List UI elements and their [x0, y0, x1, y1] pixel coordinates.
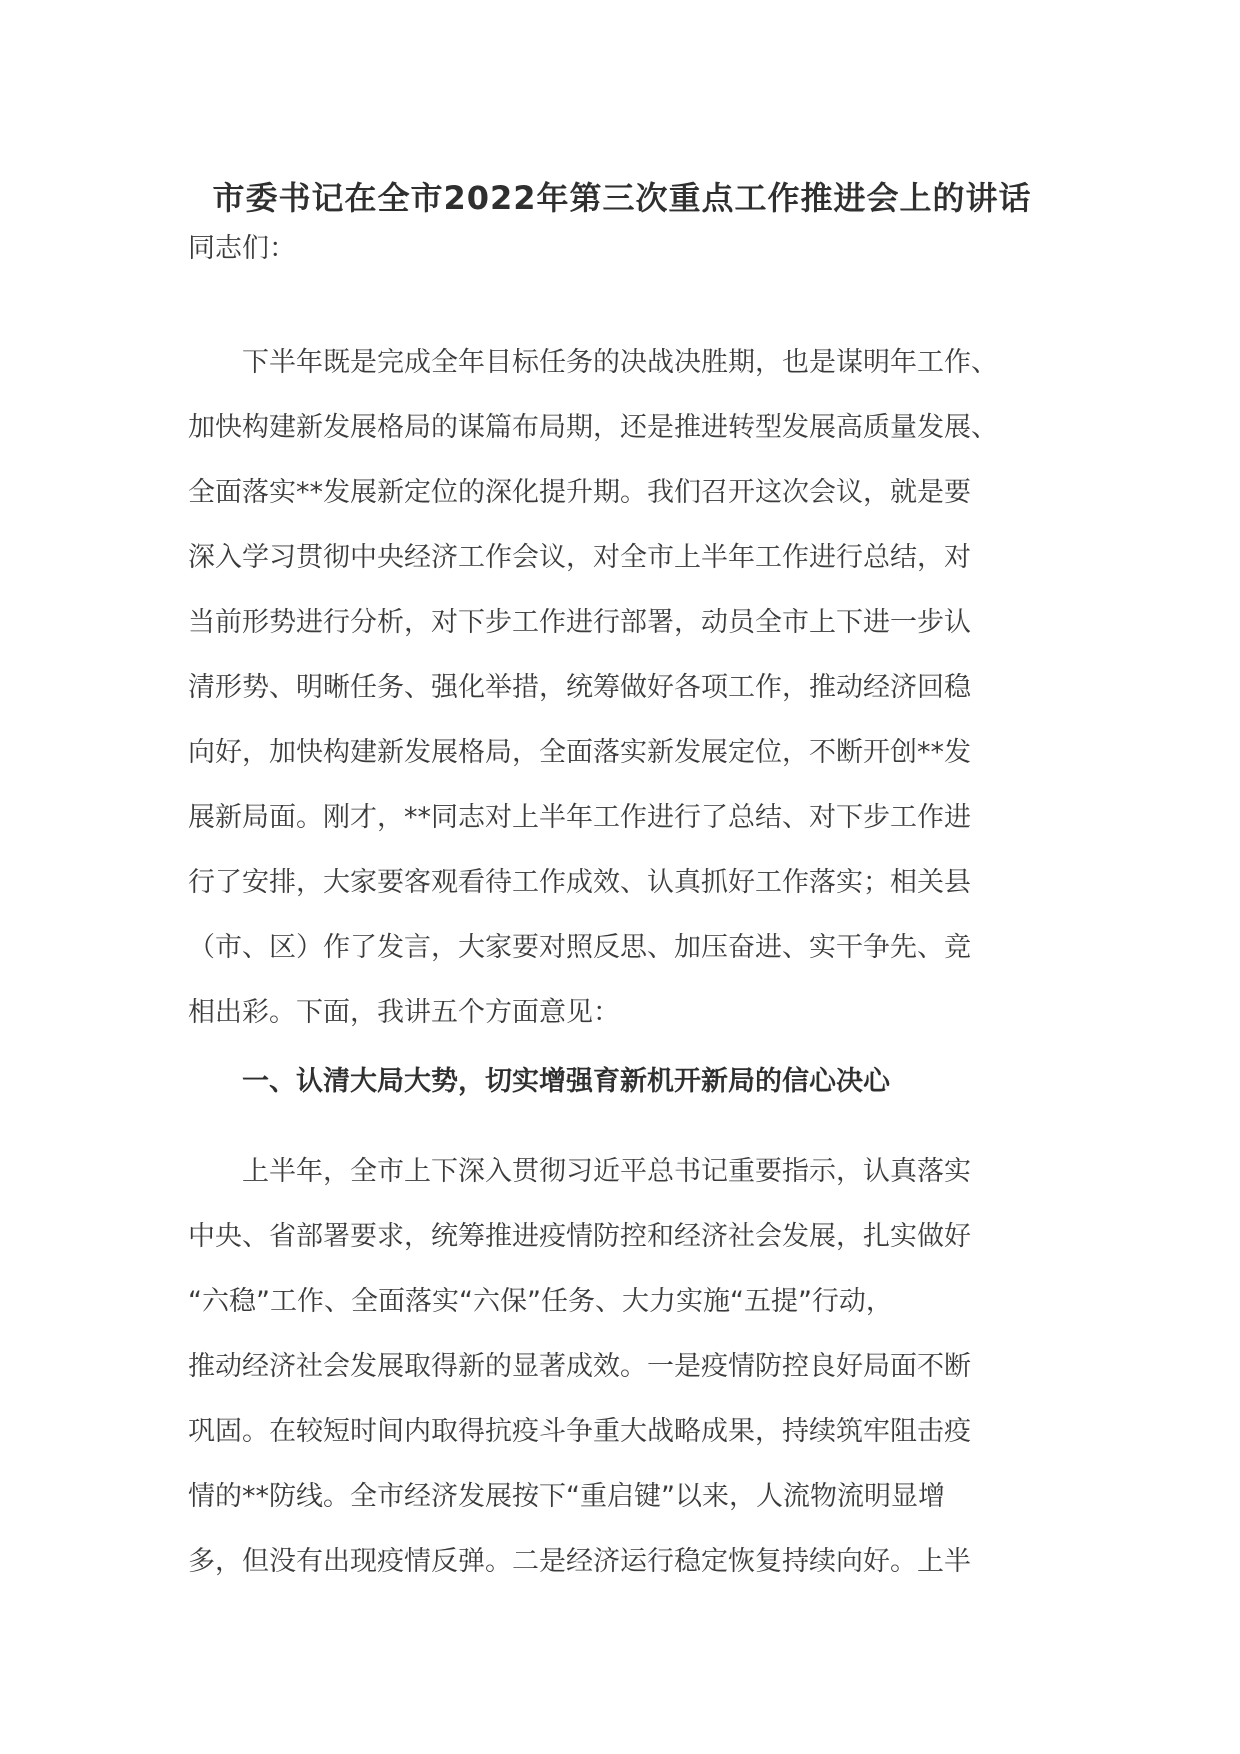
document-title: 市委书记在全市2022年第三次重点工作推进会上的讲话 [212, 179, 1032, 217]
paragraph-line: 加快构建新发展格局的谋篇布局期，还是推进转型发展高质量发展、 [188, 412, 998, 443]
paragraph-line: 向好，加快构建新发展格局，全面落实新发展定位，不断开创**发 [188, 737, 971, 768]
paragraph-line: 行了安排，大家要客观看待工作成效、认真抓好工作落实；相关县 [188, 867, 971, 898]
paragraph-line: （市、区）作了发言，大家要对照反思、加压奋进、实干争先、竞 [188, 932, 971, 963]
paragraph-line: 上半年，全市上下深入贯彻习近平总书记重要指示，认真落实 [242, 1156, 971, 1187]
paragraph-line: 相出彩。下面，我讲五个方面意见： [188, 997, 620, 1028]
paragraph-line: 展新局面。刚才，**同志对上半年工作进行了总结、对下步工作进 [188, 802, 971, 833]
paragraph-line: 多，但没有出现疫情反弹。二是经济运行稳定恢复持续向好。上半 [188, 1546, 971, 1577]
paragraph-line: “六稳”工作、全面落实“六保”任务、大力实施“五提”行动， [188, 1286, 893, 1317]
paragraph-line: 清形势、明晰任务、强化举措，统筹做好各项工作，推动经济回稳 [188, 672, 971, 703]
paragraph-line: 中央、省部署要求，统筹推进疫情防控和经济社会发展，扎实做好 [188, 1221, 971, 1252]
paragraph-line: 情的**防线。全市经济发展按下“重启键”以来，人流物流明显增 [188, 1481, 945, 1512]
document-page [188, 0, 1056, 1754]
paragraph-line: 当前形势进行分析，对下步工作进行部署，动员全市上下进一步认 [188, 607, 971, 638]
salutation: 同志们： [188, 233, 296, 264]
paragraph-line: 推动经济社会发展取得新的显著成效。一是疫情防控良好局面不断 [188, 1351, 971, 1382]
paragraph-2 [188, 1139, 1056, 1594]
paragraph-1 [188, 330, 1056, 1045]
paragraph-line: 深入学习贯彻中央经济工作会议，对全市上半年工作进行总结，对 [188, 542, 971, 573]
paragraph-line: 下半年既是完成全年目标任务的决战决胜期，也是谋明年工作、 [242, 347, 998, 378]
paragraph-line: 巩固。在较短时间内取得抗疫斗争重大战略成果，持续筑牢阻击疫 [188, 1416, 971, 1447]
section-heading: 一、认清大局大势，切实增强育新机开新局的信心决心 [242, 1066, 890, 1097]
paragraph-line: 全面落实**发展新定位的深化提升期。我们召开这次会议，就是要 [188, 477, 971, 508]
